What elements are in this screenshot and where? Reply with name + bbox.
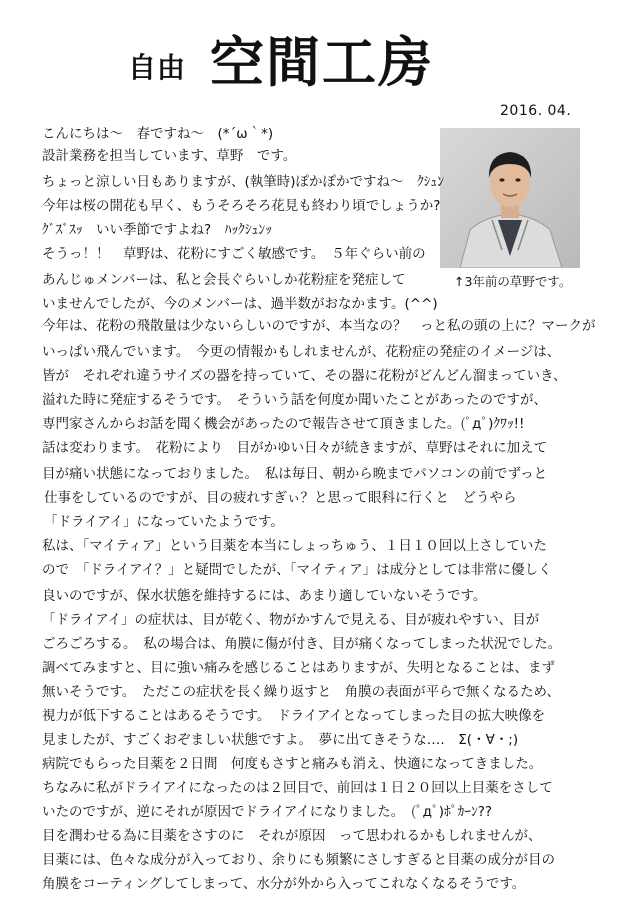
article-line: ごろごろする。 私の場合は、角膜に傷が付き、目が痛くなってしまった状況でした。 bbox=[42, 636, 562, 652]
article-line: 見ましたが、すごくおぞましい状態ですよ。 夢に出てきそうな‥‥ Σ(・∀・;) bbox=[42, 732, 519, 748]
masthead-prefix: 自由 bbox=[128, 51, 187, 84]
article-line: 病院でもらった目薬を２日間 何度もさすと痛みも消え、快適になってきました。 bbox=[42, 756, 543, 772]
article-line: ｸﾞｽﾞｽｯ いい季節ですよね? ﾊｯｸｼｭﾝｯ bbox=[42, 222, 272, 238]
article-line: 皆が それぞれ違うサイズの器を持っていて、その器に花粉がどんどん溜まっていき、 bbox=[42, 368, 567, 384]
article-line: 視力が低下することはあるそうです。 ドライアイとなってしまった目の拡大映像を bbox=[42, 708, 546, 724]
issue-date: 2016. 04. bbox=[500, 103, 572, 119]
article-line: いっぱい飛んでいます。 今更の情報かもしれませんが、花粉症の発症のイメージは、 bbox=[42, 344, 561, 360]
article-line: 良いのですが、保水状態を維持するには、あまり適していないそうです。 bbox=[42, 588, 487, 604]
article-line: ちょっと涼しい日もありますが、(執筆時)ぽかぽかですね～ ｸｼｭﾝ bbox=[42, 174, 445, 190]
article-line: いませんでしたが、今のメンバーは、過半数がおなかます。(^^) bbox=[42, 296, 438, 312]
article-line: 設計業務を担当しています、草野 です。 bbox=[42, 148, 297, 164]
article-line: 話は変わります。 花粉により 目がかゆい日々が続きますが、草野はそれに加えて bbox=[42, 440, 548, 456]
article-line: 今年は、花粉の飛散量は少ないらしいのですが、本当なの？ っと私の頭の上に？マークが bbox=[42, 318, 596, 334]
article-line: 目を潤わせる為に目薬をさすのに それが原因 って思われるかもしれませんが、 bbox=[42, 828, 542, 844]
photo-caption: ↑3年前の草野です。 bbox=[454, 274, 572, 289]
article-line: 私は、「マイティア」という目薬を本当にしょっちゅう、１日１０回以上さしていた bbox=[42, 538, 547, 554]
article-line: 調べてみますと、目に強い痛みを感じることはありますが、失明となることは、まず bbox=[42, 660, 555, 676]
article-line: 今年は桜の開花も早く、もうそろそろ花見も終わり頃でしょうか? bbox=[42, 198, 441, 214]
article-line: 「ドライアイ」になっていたようです。 bbox=[44, 514, 284, 530]
article-line: 目が痛い状態になっておりました。 私は毎日、朝から晩までパソコンの前でずっと bbox=[42, 466, 548, 482]
article-line: ちなみに私がドライアイになったのは２回目で、前回は１日２０回以上目薬をさして bbox=[42, 780, 553, 796]
article-line: 専門家さんからお話を聞く機会があったので報告させて頂きました。(ﾟдﾟ)ｸﾜｯ!! bbox=[42, 416, 525, 432]
article-line: 仕事をしているのですが、目の疲れすぎぃ？と思って眼科に行くと どうやら bbox=[44, 490, 517, 506]
article-line: 目薬には、色々な成分が入っており、余りにも頻繁にさしすぎると目薬の成分が目の bbox=[42, 852, 555, 868]
article-line: いたのですが、逆にそれが原因でドライアイになりました。 (ﾟдﾟ)ﾎﾟｶｰﾝ?? bbox=[42, 804, 493, 820]
article-line: 溢れた時に発症するそうです。 そういう話を何度か聞いたことがあったのですが、 bbox=[42, 392, 548, 408]
masthead-title: 空間工房 bbox=[210, 31, 434, 94]
article-line: ので 「ドライアイ？」と疑問でしたが、「マイティア」は成分としては非常に優しく bbox=[42, 562, 552, 578]
article-line: こんにちは～ 春ですね～ (*´ω｀*) bbox=[42, 126, 274, 142]
article-line: そうっ！！ 草野は、花粉にすごく敏感です。 ５年ぐらい前の bbox=[42, 246, 426, 262]
article-line: 「ドライアイ」の症状は、目が乾く、物がかすんで見える、目が疲れやすい、目が bbox=[42, 612, 540, 628]
article-line: 無いそうです。 ただこの症状を長く繰り返すと 角膜の表面が平らで無くなるため、 bbox=[42, 684, 560, 700]
article-line: 角膜をコーティングしてしまって、水分が外から入ってこれなくなるそうです。 bbox=[42, 876, 526, 892]
article-line: あんじゅメンバーは、私と会長ぐらいしか花粉症を発症して bbox=[42, 272, 406, 288]
